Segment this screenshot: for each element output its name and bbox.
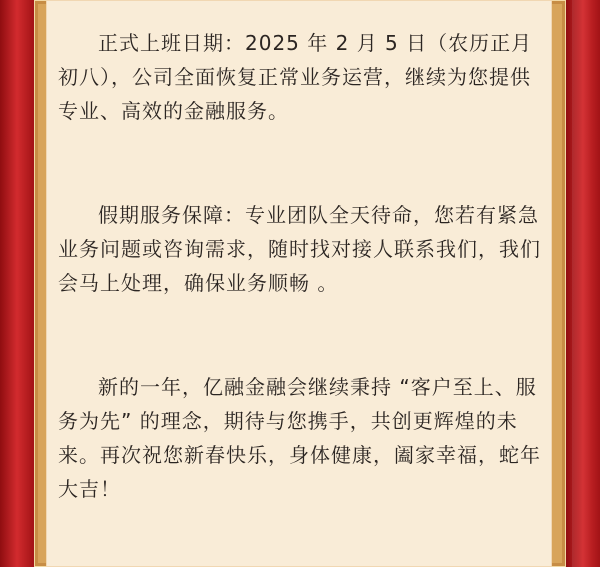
work-start-paragraph: 正式上班日期：2025 年 2 月 5 日（农历正月初八），公司全面恢复正常业务运营，继续为您提供专业、高效的金融服务。 [58,31,533,123]
notice-content [58,26,542,506]
right-edge-highlight [572,0,592,567]
new-year-wishes-paragraph: 新的一年，亿融金融会继续秉持 “客户至上、服务为先” 的理念，期待与您携手，共创更辉煌的未来。再次祝您新春快乐，身体健康，阖家幸福，蛇年大吉！ [58,375,541,501]
holiday-service-paragraph: 假期服务保障：专业团队全天待命，您若有紧急业务问题或咨询需求，随时找对接人联系我们，我们会马上处理，确保业务顺畅 。 [58,203,541,295]
left-red-border [0,0,34,567]
